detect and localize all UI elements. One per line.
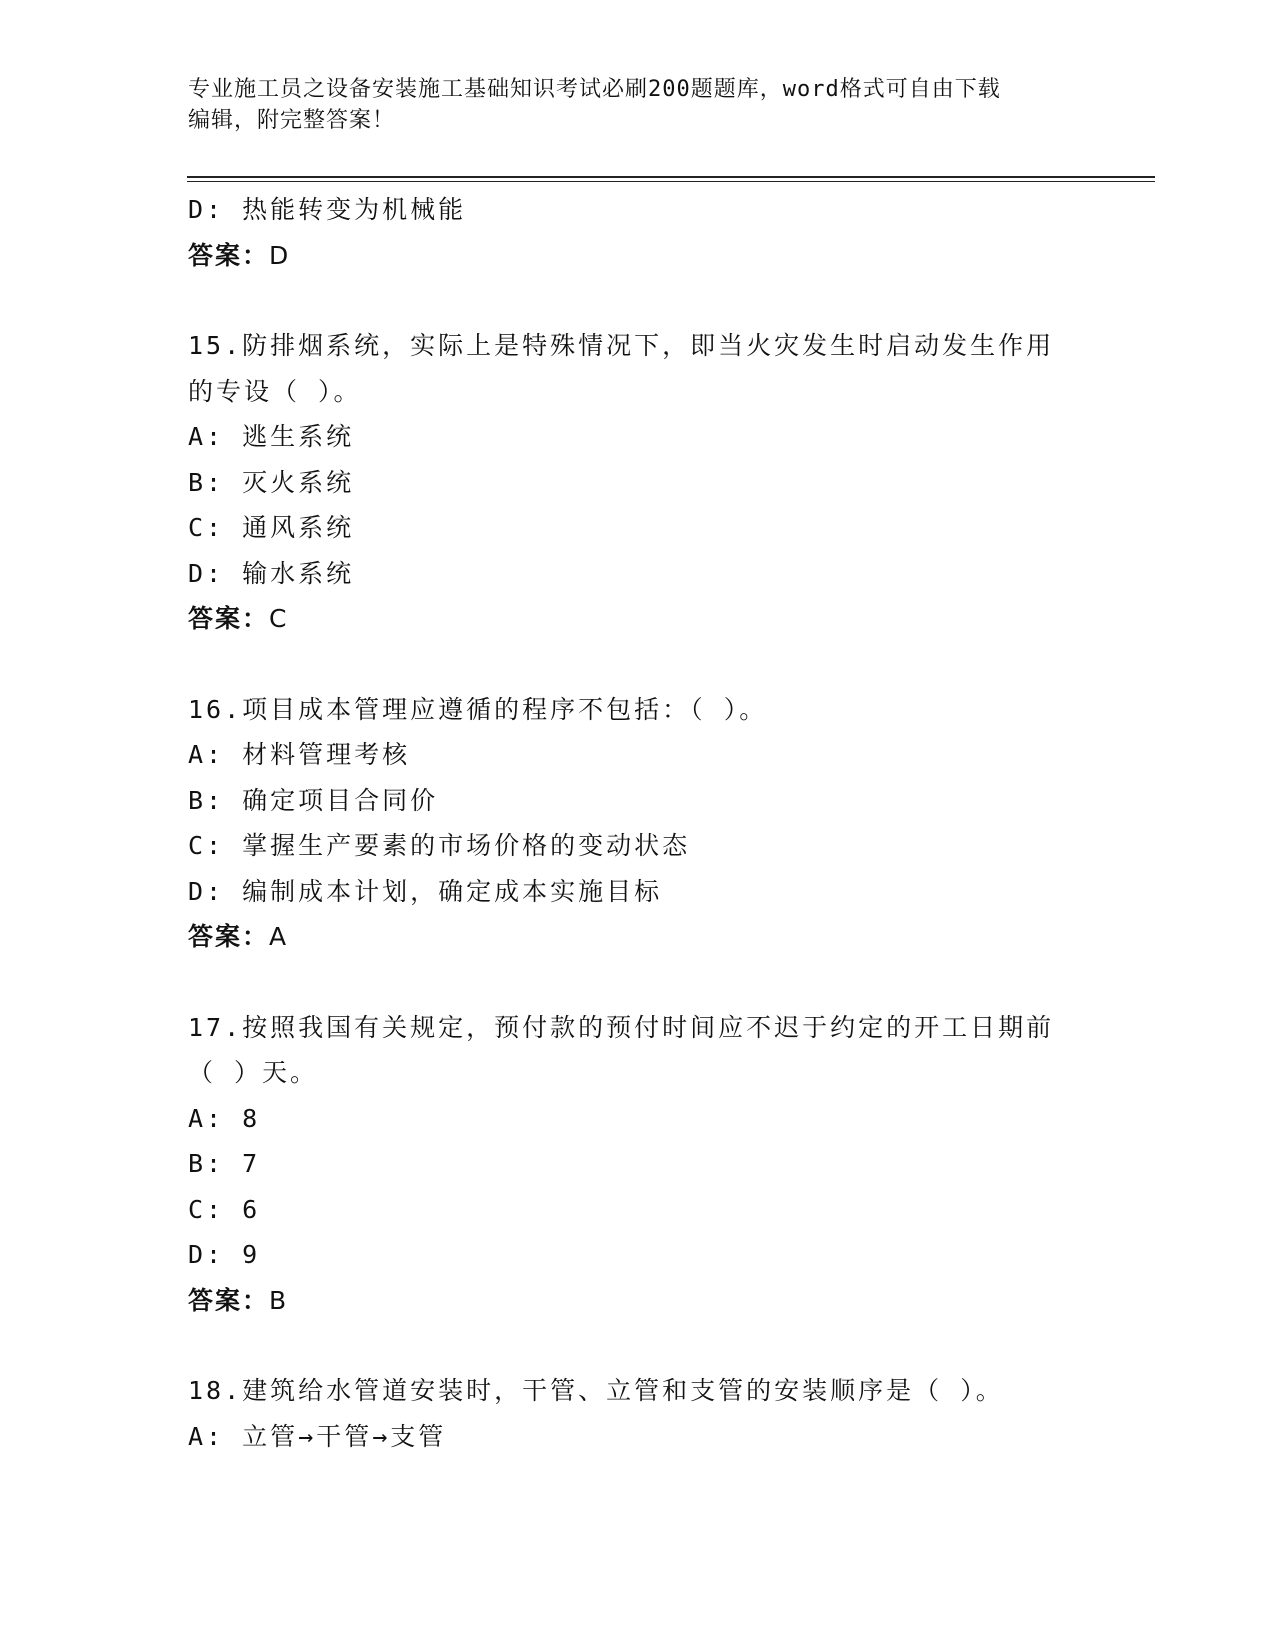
- header-divider-thick: [187, 176, 1155, 178]
- answer-label: 答案：: [188, 604, 270, 633]
- option-b: B: 确定项目合同价: [188, 785, 439, 815]
- answer-value: A: [269, 922, 289, 951]
- header-line-1: 专业施工员之设备安装施工基础知识考试必刷200题题库，word格式可自由下载: [188, 77, 1001, 102]
- header-line-2: 编辑，附完整答案！: [188, 108, 396, 133]
- option-d: D: 编制成本计划，确定成本实施目标: [188, 876, 663, 906]
- question-stem: 15.防排烟系统，实际上是特殊情况下，即当火灾发生时启动发生作用: [188, 331, 1055, 360]
- answer-line: [188, 914, 1088, 960]
- question-stem: 17.按照我国有关规定，预付款的预付时间应不迟于约定的开工日期前: [188, 1012, 1055, 1042]
- question-17: [188, 1005, 1088, 1324]
- answer-value: C: [269, 604, 289, 633]
- option-b: B: 灭火系统: [188, 467, 355, 497]
- question-gap: [188, 278, 1088, 323]
- answer-label: 答案：: [188, 240, 270, 270]
- option-d: D: 热能转变为机械能: [188, 195, 467, 224]
- answer-label: 答案：: [188, 922, 270, 951]
- document-body: [188, 187, 1088, 1459]
- option-d: D: 9: [188, 1240, 261, 1269]
- question-15: [188, 323, 1088, 642]
- question-stem-continued: 的专设（ ）。: [188, 376, 362, 406]
- question-18: [188, 1368, 1088, 1459]
- option-d: D: 输水系统: [188, 558, 355, 588]
- answer-label: 答案：: [188, 1285, 270, 1315]
- answer-value: D: [269, 240, 291, 270]
- question-stem-continued: （ ）天。: [188, 1058, 319, 1087]
- option-b: B: 7: [188, 1149, 261, 1178]
- option-c: C: 6: [188, 1194, 261, 1224]
- answer-line: [188, 233, 1088, 279]
- option-a: A: 8: [188, 1103, 261, 1133]
- question-gap: [188, 960, 1088, 1005]
- answer-line: [188, 596, 1088, 642]
- header-divider-thin: [187, 181, 1155, 182]
- option-a: A: 立管→干管→支管: [188, 1421, 447, 1451]
- option-c: C: 通风系统: [188, 513, 355, 542]
- question-16: [188, 687, 1088, 960]
- question-gap: [188, 1323, 1088, 1368]
- question-gap: [188, 642, 1088, 687]
- question-stem: 18.建筑给水管道安装时，干管、立管和支管的安装顺序是（ ）。: [188, 1376, 1004, 1405]
- option-a: A: 材料管理考核: [188, 740, 411, 769]
- document-header: [188, 74, 1088, 136]
- answer-value: B: [269, 1285, 289, 1315]
- option-c: C: 掌握生产要素的市场价格的变动状态: [188, 831, 691, 860]
- question-stem: 16.项目成本管理应遵循的程序不包括：（ ）。: [188, 694, 768, 724]
- option-a: A: 逃生系统: [188, 422, 355, 451]
- answer-line: [188, 1278, 1088, 1324]
